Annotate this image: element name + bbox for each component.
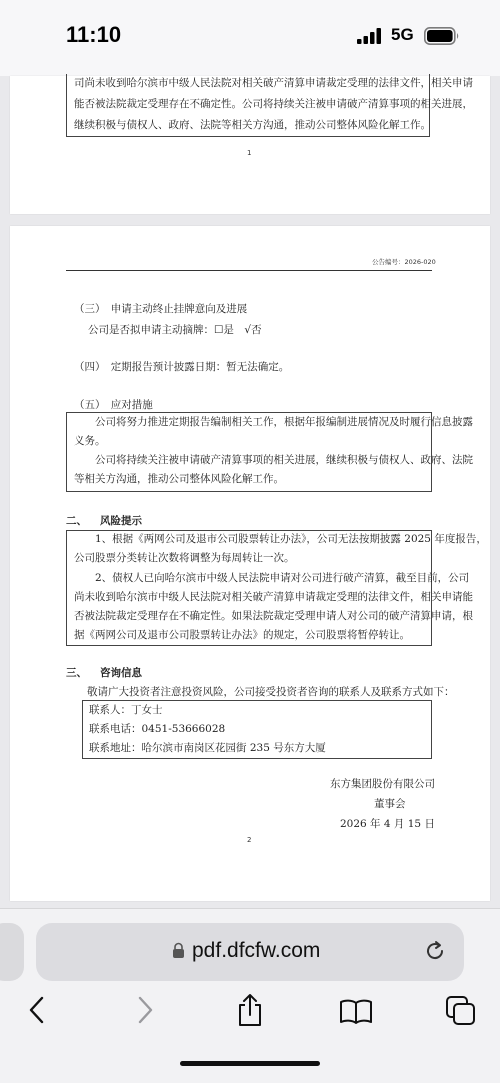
- network-label: 5G: [391, 25, 414, 44]
- section3-body: 公司是否拟申请主动摘牌：☐是 √否: [88, 324, 262, 336]
- lock-icon: [172, 942, 185, 959]
- bookmarks-icon[interactable]: [339, 998, 373, 1024]
- status-time: 11:10: [66, 22, 122, 47]
- header-divider: [66, 270, 432, 271]
- text-line: 继续积极与债权人、政府、法院等相关方沟通，推动公司整体风险化解工作。: [74, 119, 431, 131]
- pdf-page-1: [10, 76, 490, 214]
- home-indicator: [180, 1061, 320, 1066]
- announcement-number: 公告编号：2026-020: [372, 258, 436, 266]
- page-number: 2: [247, 836, 252, 844]
- browser-toolbar: [0, 908, 500, 1083]
- previous-tab-preview[interactable]: [0, 923, 24, 981]
- section5-title: （五） 应对措施: [74, 399, 153, 411]
- reload-icon[interactable]: [423, 939, 447, 963]
- section5-box: [66, 412, 473, 492]
- contact-section-title: 咨询信息: [100, 667, 142, 679]
- text-line: 义务。: [74, 435, 106, 447]
- text-line: 公司将努力推进定期报告编制相关工作，根据年报编制进展情况及时履行信息披露: [74, 416, 473, 428]
- text-line: 公司将持续关注被申请破产清算事项的相关进展，继续积极与债权人、政府、法院: [74, 454, 473, 466]
- page1-bordered-box: [66, 74, 473, 137]
- forward-icon[interactable]: [134, 995, 156, 1025]
- back-icon[interactable]: [26, 995, 48, 1025]
- text-line: 公司股票分类转让次数将调整为每周转让一次。: [74, 552, 295, 564]
- battery-icon: [424, 27, 460, 45]
- risk-section-number: 二、: [66, 515, 87, 527]
- signature-board: 董事会: [374, 798, 406, 810]
- text-line: 据《两网公司及退市公司股票转让办法》的规定，公司股票将暂停转让。: [74, 629, 410, 641]
- pdf-page-2: [10, 226, 490, 901]
- text-line: 尚未收到哈尔滨市中级人民法院对相关破产清算申请裁定受理的法律文件，相关申请能: [74, 591, 473, 603]
- address-text[interactable]: pdf.dfcfw.com: [192, 939, 321, 962]
- share-icon[interactable]: [235, 993, 265, 1027]
- contact-person: 联系人：丁女士: [89, 704, 163, 716]
- contact-phone: 联系电话：0451-53666028: [89, 723, 226, 735]
- contact-intro: 敬请广大投资者注意投资风险，公司接受投资者咨询的联系人及联系方式如下：: [66, 686, 455, 698]
- status-bar: [0, 0, 500, 76]
- risk-section-title: 风险提示: [100, 515, 142, 527]
- signature-company: 东方集团股份有限公司: [330, 778, 435, 790]
- text-line: 否被法院裁定受理存在不确定性。如果法院裁定受理申请人对公司的破产清算申请，根: [74, 610, 473, 622]
- text-line: 1、根据《两网公司及退市公司股票转让办法》，公司无法按期披露 2025 年度报告，: [74, 533, 487, 545]
- text-line: 能否被法院裁定受理存在不确定性。公司将持续关注被申请破产清算事项的相关进展，: [74, 98, 473, 110]
- signal-icon: [357, 28, 383, 44]
- risk-box: [66, 530, 487, 646]
- contact-address: 联系地址：哈尔滨市南岗区花园街 235 号东方大厦: [89, 742, 326, 754]
- contact-section-number: 三、: [66, 667, 87, 679]
- contact-box: [82, 700, 432, 759]
- tabs-icon[interactable]: [445, 995, 477, 1027]
- text-line: 2、债权人已向哈尔滨市中级人民法院申请对公司进行破产清算，截至目前，公司: [74, 572, 470, 584]
- page-number: 1: [247, 149, 252, 157]
- section3-title: （三） 申请主动终止挂牌意向及进展: [74, 303, 248, 315]
- text-line: 司尚未收到哈尔滨市中级人民法院对相关破产清算申请裁定受理的法律文件，相关申请: [74, 77, 473, 89]
- section4-text: （四） 定期报告预计披露日期：暂无法确定。: [74, 361, 290, 373]
- signature-date: 2026 年 4 月 15 日: [340, 818, 435, 830]
- text-line: 等相关方沟通，推动公司整体风险化解工作。: [74, 473, 284, 485]
